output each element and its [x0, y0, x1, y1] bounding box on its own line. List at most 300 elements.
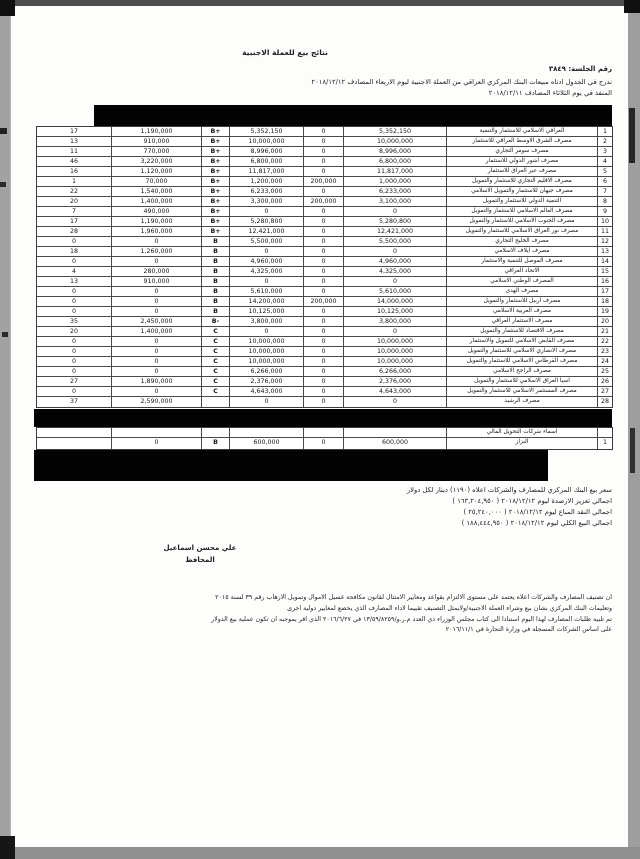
table-cell: 0 — [111, 297, 201, 306]
table-cell: 0 — [71, 288, 76, 295]
table-cell: 0 — [303, 147, 343, 156]
table-cell: 17 — [597, 287, 612, 296]
table-cell: 0 — [303, 317, 343, 326]
table-cell: 11 — [69, 148, 78, 155]
table-cell: 1 — [71, 178, 76, 185]
table-cell: التنمية الدولي للاستثمار والتمويل — [446, 197, 597, 206]
table-cell: مصرف سومر التجاري — [446, 147, 597, 156]
table-cell: B — [201, 237, 229, 246]
redacted-footer-bar — [34, 450, 548, 481]
table-cell: B+ — [201, 207, 229, 216]
scan-streak-artifact — [630, 428, 635, 473]
session-number: رقم الجلسة: ٣٨٤٩ — [548, 65, 612, 73]
table-cell: 4 — [71, 268, 76, 275]
table-cell: 0 — [343, 277, 446, 286]
table-row — [37, 337, 612, 347]
table-cell: 17 — [69, 128, 78, 135]
table-cell: 0 — [343, 397, 446, 407]
table-cell: 10 — [597, 217, 612, 226]
table-cell: مصرف العربية الاسلامي — [446, 307, 597, 316]
table-row — [37, 347, 612, 357]
table-cell: 70,000 — [111, 177, 201, 186]
table-cell: 6,800,000 — [229, 157, 303, 166]
table-row — [37, 397, 612, 407]
table-cell: 1,190,000 — [111, 127, 201, 136]
table-cell: 0 — [229, 397, 303, 407]
table-row — [37, 177, 612, 187]
table-cell: 0 — [71, 298, 76, 305]
table-cell: 0 — [71, 368, 76, 375]
table-cell: 1,200,000 — [229, 177, 303, 186]
footnote-line: وتعليمات البنك المركزي بشان بيع وشراء العملة الاجنبية/ولايمثل التصنيف تقييما لاداء المصارف الذي يخضع لمعايير دولية اخرى — [287, 604, 612, 612]
table-cell: مصرف عبر العراق للاستثمار — [446, 167, 597, 176]
table-cell: مصرف ايلاف الاسلامي — [446, 247, 597, 256]
table-cell: 0 — [111, 307, 201, 316]
table-cell: 10,000,000 — [343, 137, 446, 146]
table-cell: 1,540,000 — [111, 187, 201, 196]
table-cell: 12,421,000 — [343, 227, 446, 236]
table-cell: 3,300,000 — [229, 197, 303, 206]
table-cell: 6,233,000 — [229, 187, 303, 196]
summary-line-balances: اجمالي تعزيز الارصدة ليوم ٢٠١٨/١٢/١٢ ( ١٦٣,٢٠٤,٩٥٠ ) — [452, 497, 612, 505]
table-cell: B+ — [201, 187, 229, 196]
table-cell: 10,000,000 — [229, 347, 303, 356]
table-row — [37, 257, 612, 267]
table-cell: 0 — [71, 258, 76, 265]
table-cell: 0 — [343, 207, 446, 216]
table-cell: 24 — [597, 357, 612, 366]
table-cell: المصرف الوطني الاسلامي — [446, 277, 597, 286]
table-cell: 200,000 — [303, 177, 343, 186]
table-cell: 1,120,000 — [111, 167, 201, 176]
table-cell: 4,960,000 — [229, 257, 303, 266]
redacted-separator-bar — [34, 409, 612, 427]
table-cell — [303, 428, 343, 437]
table-cell: 10,000,000 — [229, 137, 303, 146]
table-cell: 4,643,000 — [229, 387, 303, 396]
signature-block — [150, 542, 250, 566]
table-cell: مصرف الاستثمار العراقي — [446, 317, 597, 326]
table-cell: 0 — [111, 337, 201, 346]
table-cell: 27 — [69, 378, 78, 385]
table-cell: 46 — [69, 158, 78, 165]
table-row — [37, 317, 612, 327]
table-row — [37, 147, 612, 157]
table-cell: 12 — [597, 237, 612, 246]
table-cell: 11,817,000 — [343, 167, 446, 176]
table-cell: 23 — [597, 347, 612, 356]
table-cell: B+ — [201, 147, 229, 156]
table-cell: 0 — [303, 367, 343, 376]
intro-line-2: المنفذ في يوم الثلاثاء المصادف ٢٠١٨/١٢/١١ — [488, 89, 612, 97]
redacted-table-header-bar — [94, 105, 612, 126]
table-cell: B — [201, 267, 229, 276]
table-cell: C — [201, 347, 229, 356]
table-cell: 11,817,000 — [229, 167, 303, 176]
signature-role: المحافظ — [185, 556, 215, 564]
table-cell: 20 — [69, 198, 78, 205]
table-cell: 0 — [71, 308, 76, 315]
table-cell: 6,800,000 — [343, 157, 446, 166]
totals-summary — [407, 485, 612, 529]
table-cell: 1,400,000 — [111, 327, 201, 336]
table-cell: 280,000 — [111, 267, 201, 276]
table-cell: 0 — [303, 287, 343, 296]
table-cell: 0 — [111, 257, 201, 266]
table-cell — [343, 428, 446, 437]
table-cell — [201, 428, 229, 437]
transfer-companies-table — [36, 427, 613, 450]
table-cell: 10,125,000 — [229, 307, 303, 316]
summary-line-price: سعر بيع البنك المركزي للمصارف والشركات اعلاه (١١٩٠) دينار لكل دولار — [406, 486, 612, 494]
table-cell: 16 — [597, 277, 612, 286]
table-cell: 0 — [303, 207, 343, 216]
table-cell: B — [201, 307, 229, 316]
table-cell: 25 — [597, 367, 612, 376]
table-cell: 8 — [597, 197, 612, 206]
scan-mark-artifact — [2, 332, 8, 337]
table-cell: B — [201, 247, 229, 256]
table-row — [37, 287, 612, 297]
table-cell: B+ — [201, 177, 229, 186]
table-row — [37, 357, 612, 367]
table-cell: مصرف الراجح الاسلامي — [446, 367, 597, 376]
table-cell: 26 — [597, 377, 612, 386]
table-cell: 11 — [597, 227, 612, 236]
table-cell: اسيا العراق الاسلامي للاستثمار والتمويل — [446, 377, 597, 386]
table-cell: 12,421,000 — [229, 227, 303, 236]
table-cell: 2,376,000 — [343, 377, 446, 386]
table-cell: مصرف الشرق الاوسط العراقي للاستثمار — [446, 137, 597, 146]
table-cell: 21 — [597, 327, 612, 336]
table-cell: 35 — [69, 318, 78, 325]
table-row — [37, 387, 612, 397]
table-cell: 0 — [303, 267, 343, 276]
table-cell: 18 — [597, 297, 612, 306]
table-cell: 600,000 — [343, 438, 446, 449]
table-cell: 200,000 — [303, 197, 343, 206]
table-cell: 1 — [597, 127, 612, 136]
table-cell: مصرف الخليج التجاري — [446, 237, 597, 246]
table-row — [37, 428, 612, 438]
scan-streak-artifact — [629, 108, 635, 163]
table-cell: B — [201, 438, 229, 449]
table-cell: 8,996,000 — [229, 147, 303, 156]
table-row — [37, 167, 612, 177]
table-cell: 15 — [597, 267, 612, 276]
table-cell: 10,000,000 — [343, 347, 446, 356]
table-row — [37, 217, 612, 227]
scan-edge-top — [0, 0, 640, 6]
table-cell: 5,610,000 — [343, 287, 446, 296]
table-cell: 0 — [71, 388, 76, 395]
table-cell: 20 — [69, 328, 78, 335]
scan-corner-artifact — [0, 0, 15, 16]
table-cell: 1,260,000 — [111, 247, 201, 256]
table-row — [37, 277, 612, 287]
table-cell: 18 — [69, 248, 78, 255]
table-cell: 6,266,000 — [343, 367, 446, 376]
table-cell: 9 — [597, 207, 612, 216]
table-row — [37, 137, 612, 147]
table-row — [37, 227, 612, 237]
table-cell: 0 — [111, 367, 201, 376]
table-cell: 1,400,000 — [111, 197, 201, 206]
table-cell: 10,000,000 — [229, 357, 303, 366]
table-row — [37, 157, 612, 167]
table-cell: 22 — [69, 188, 78, 195]
table-row — [37, 377, 612, 387]
intro-line-1: ندرج في الجدول ادناه مبيعات البنك المركزي العراقي من العملة الاجنبية ليوم الاربعاء المصادف ٢٠١٨/١٢/١٢ — [311, 78, 612, 86]
table-row — [37, 127, 612, 137]
table-cell: 5,500,000 — [343, 237, 446, 246]
table-cell: 0 — [303, 257, 343, 266]
table-cell: مصرف الهدى — [446, 287, 597, 296]
table-cell: 0 — [111, 287, 201, 296]
table-cell: مصرف الموصل للتنمية والاستثمار — [446, 257, 597, 266]
table-row — [37, 197, 612, 207]
table-cell: 10,000,000 — [343, 337, 446, 346]
table-cell: مصرف الاقليم التجاري للاستثمار والتمويل — [446, 177, 597, 186]
table-cell: C — [201, 367, 229, 376]
table-cell: الاتحاد العراقي — [446, 267, 597, 276]
table-cell: 14,200,000 — [229, 297, 303, 306]
table-row — [37, 327, 612, 337]
table-cell: 0 — [229, 277, 303, 286]
table-cell: 28 — [597, 397, 612, 407]
table-cell: C — [201, 377, 229, 386]
table-cell: 13 — [69, 278, 78, 285]
table-cell: 0 — [303, 227, 343, 236]
scan-corner-artifact — [624, 0, 640, 13]
table-cell — [37, 428, 111, 437]
table-cell: 0 — [303, 217, 343, 226]
table-cell: اسماء شركات التحويل المالي — [446, 428, 597, 437]
table-cell: B- — [201, 317, 229, 326]
table-cell: 0 — [303, 307, 343, 316]
scan-corner-artifact — [0, 836, 15, 859]
table-cell: B — [201, 277, 229, 286]
table-cell: 6 — [597, 177, 612, 186]
table-cell: 3 — [597, 147, 612, 156]
table-row — [37, 438, 612, 449]
table-cell: 10,125,000 — [343, 307, 446, 316]
table-cell: 7 — [71, 208, 76, 215]
table-cell: 0 — [303, 357, 343, 366]
table-cell: 0 — [111, 237, 201, 246]
table-cell: 5,352,150 — [343, 127, 446, 136]
table-cell: C — [201, 327, 229, 336]
table-cell: مصرف نور العراق الاسلامي للاستثمار والتمويل — [446, 227, 597, 236]
table-cell: 0 — [71, 348, 76, 355]
table-cell: مصرف جيهان للاستثمار والتمويل الاسلامي — [446, 187, 597, 196]
table-cell: 0 — [303, 337, 343, 346]
table-cell: B — [201, 257, 229, 266]
table-cell: 3,220,000 — [111, 157, 201, 166]
table-cell: 5,280,800 — [343, 217, 446, 226]
table-cell: B+ — [201, 217, 229, 226]
table-cell: 13 — [597, 247, 612, 256]
table-cell: 20 — [597, 317, 612, 326]
table-cell: 1,890,000 — [111, 377, 201, 386]
table-cell: B+ — [201, 137, 229, 146]
table-cell: 4,325,000 — [229, 267, 303, 276]
table-cell: 1,190,000 — [111, 217, 201, 226]
table-cell: C — [201, 357, 229, 366]
table-cell: 200,000 — [303, 297, 343, 306]
table-cell: 0 — [303, 137, 343, 146]
banks-sales-table — [36, 126, 613, 408]
table-cell: 0 — [303, 187, 343, 196]
table-cell: 0 — [303, 247, 343, 256]
table-cell: 3,100,000 — [343, 197, 446, 206]
table-cell: مصرف العالم الاسلامي للاستثمار والتمويل — [446, 207, 597, 216]
table-cell — [201, 397, 229, 407]
table-cell: 0 — [343, 327, 446, 336]
table-cell: 2,450,000 — [111, 317, 201, 326]
table-cell: 4,643,000 — [343, 387, 446, 396]
table-cell: C — [201, 387, 229, 396]
table-cell: 910,000 — [111, 137, 201, 146]
table-cell: 14,000,000 — [343, 297, 446, 306]
table-cell: 27 — [597, 387, 612, 396]
table-cell: مصرف الاقتصاد للاستثمار والتمويل — [446, 327, 597, 336]
table-cell: 0 — [71, 238, 76, 245]
table-cell: البزاز — [446, 438, 597, 449]
table-cell: B — [201, 297, 229, 306]
scan-mark-artifact — [0, 128, 7, 134]
table-cell: 600,000 — [229, 438, 303, 449]
table-cell: العراقي الاسلامي للاستثمار والتنمية — [446, 127, 597, 136]
table-cell: 4,325,000 — [343, 267, 446, 276]
table-cell: 37 — [69, 398, 78, 405]
table-cell: 910,000 — [111, 277, 201, 286]
table-cell — [597, 428, 612, 437]
table-cell — [111, 428, 201, 437]
table-cell: مصرف الانصاري الاسلامي للاستثمار والتمويل — [446, 347, 597, 356]
table-cell: 0 — [303, 277, 343, 286]
table-cell: 770,000 — [111, 147, 201, 156]
table-cell: 0 — [303, 377, 343, 386]
table-cell: 2,590,000 — [111, 397, 201, 407]
table-cell: مصرف الرشيد — [446, 397, 597, 407]
table-cell: 0 — [71, 358, 76, 365]
table-cell: 490,000 — [111, 207, 201, 216]
page-title: نتائج بيع للعملة الاجنبية — [242, 48, 328, 57]
table-cell: مصرف القرطاس الاسلامي للاستثمار والتمويل — [446, 357, 597, 366]
table-cell: 0 — [303, 157, 343, 166]
table-cell: 0 — [303, 127, 343, 136]
signature-name: علي محسن اسماعيل — [163, 544, 237, 552]
footnote-line: تم تلبية طلبات المصارف لهذا اليوم استنادا الى كتاب مجلس الوزراء ذي العدد م.ر.و/١٣/٥٩/٨٢٥٩ في ٢٠١٦/٦/٢٧ الذي اقر بموجبه ان تكون عملية بيع الدولار — [211, 615, 612, 623]
table-cell: 0 — [303, 237, 343, 246]
table-row — [37, 187, 612, 197]
table-cell: مصرف الجنوب الاسلامي للاستثمار والتمويل — [446, 217, 597, 226]
scan-mark-artifact — [0, 182, 6, 187]
table-cell — [229, 428, 303, 437]
table-cell: 0 — [229, 247, 303, 256]
table-cell: 4,960,000 — [343, 257, 446, 266]
table-cell: 22 — [597, 337, 612, 346]
table-cell: 2,376,000 — [229, 377, 303, 386]
table-cell: 0 — [343, 247, 446, 256]
table-row — [37, 307, 612, 317]
table-cell: 0 — [111, 357, 201, 366]
table-cell: 16 — [69, 168, 78, 175]
table-cell: 1,960,000 — [111, 227, 201, 236]
footnotes-block — [211, 593, 612, 636]
footnote-line: ان تصنيف المصارف والشركات اعلاه يعتمد على مستوى الالتزام بقواعد ومعايير الامتثال لقانون مكافحة غسيل الاموال وتمويل الارهاب رقم ٣٩ لسنة ٢٠١٥ — [215, 594, 612, 601]
summary-line-cash: اجمالي النقد المباع ليوم ٢٠١٨/١٢/١٢ ( ٢٥,٢٤٠,٠٠٠ ) — [463, 508, 612, 516]
table-cell: B+ — [201, 127, 229, 136]
table-cell: 6,233,000 — [343, 187, 446, 196]
table-cell: 28 — [69, 228, 78, 235]
table-cell: مصرف اشور الدولي للاستثمار — [446, 157, 597, 166]
table-row — [37, 207, 612, 217]
table-cell: 0 — [303, 438, 343, 449]
table-cell: B+ — [201, 167, 229, 176]
table-cell: 0 — [111, 438, 201, 449]
table-cell — [37, 438, 111, 449]
table-cell: 6,266,000 — [229, 367, 303, 376]
table-cell: 0 — [111, 347, 201, 356]
table-cell: 0 — [111, 387, 201, 396]
table-cell: 10,000,000 — [343, 357, 446, 366]
table-cell: 5,500,000 — [229, 237, 303, 246]
table-cell: 0 — [71, 338, 76, 345]
table-cell: B+ — [201, 197, 229, 206]
table-row — [37, 237, 612, 247]
table-cell: 0 — [303, 327, 343, 336]
table-cell: 1,000,000 — [343, 177, 446, 186]
table-cell: 3,800,000 — [343, 317, 446, 326]
table-cell: 19 — [597, 307, 612, 316]
table-cell: 8,996,000 — [343, 147, 446, 156]
table-cell: 14 — [597, 257, 612, 266]
table-cell: 13 — [69, 138, 78, 145]
table-cell: 0 — [303, 397, 343, 407]
table-cell: B+ — [201, 157, 229, 166]
table-cell: 0 — [229, 207, 303, 216]
summary-line-total: اجمالي البيع الكلي ليوم ٢٠١٨/١٢/١٢ ( ١٨٨,٤٤٤,٩٥٠ ) — [461, 519, 612, 527]
table-cell: 7 — [597, 187, 612, 196]
table-cell: 5,610,000 — [229, 287, 303, 296]
scan-edge-bottom — [0, 847, 640, 859]
table-cell: 5,280,800 — [229, 217, 303, 226]
table-cell: 10,000,000 — [229, 337, 303, 346]
table-cell: 0 — [303, 167, 343, 176]
table-cell: 17 — [69, 218, 78, 225]
table-cell: مصرف اربيل للاستثمار والتمويل — [446, 297, 597, 306]
table-cell: 3,800,000 — [229, 317, 303, 326]
table-cell: 1 — [597, 438, 612, 449]
table-cell: 2 — [597, 137, 612, 146]
table-row — [37, 297, 612, 307]
table-cell: B+ — [201, 227, 229, 236]
table-cell: 0 — [229, 327, 303, 336]
table-cell: B — [201, 287, 229, 296]
table-cell: 0 — [303, 347, 343, 356]
footnote-line: على اساس الشركات المسجلة في وزارة التجارة في ٢٠١٦/١١/١ — [445, 626, 612, 634]
table-cell: مصرف المستثمر الاسلامي للاستثمار والتمويل — [446, 387, 597, 396]
table-row — [37, 247, 612, 257]
table-cell: 5,352,150 — [229, 127, 303, 136]
table-row — [37, 367, 612, 377]
table-cell: 5 — [597, 167, 612, 176]
table-row — [37, 267, 612, 277]
table-cell: 0 — [303, 387, 343, 396]
table-cell: C — [201, 337, 229, 346]
